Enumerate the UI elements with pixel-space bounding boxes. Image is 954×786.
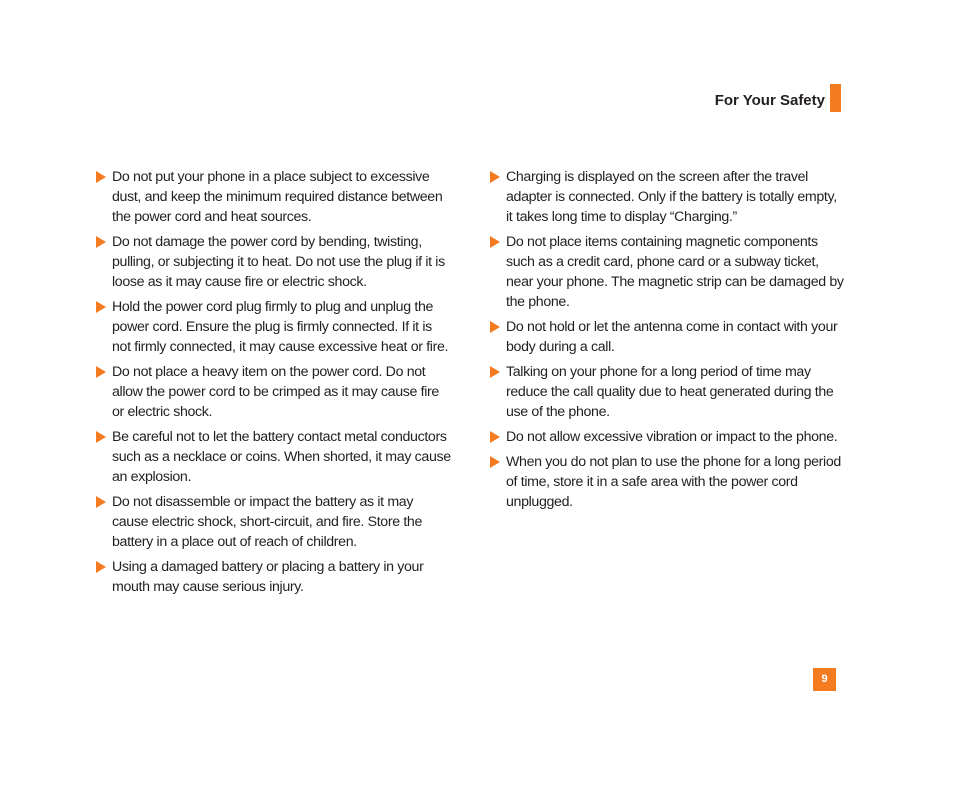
triangle-bullet-icon [96, 431, 106, 443]
list-item-text: Talking on your phone for a long period of time may reduce the call quality due to heat generated during the use of the phone. [506, 364, 834, 420]
list-item-text: Using a damaged battery or placing a battery in your mouth may cause serious injury. [112, 559, 424, 595]
list-item [490, 317, 845, 357]
list-item-text: Do not allow excessive vibration or impact to the phone. [506, 429, 838, 445]
list-item [96, 362, 451, 422]
list-item [490, 362, 845, 422]
triangle-bullet-icon [490, 456, 500, 468]
list-item [490, 427, 845, 447]
triangle-bullet-icon [96, 236, 106, 248]
list-item [96, 427, 451, 487]
section-tab-marker [830, 84, 841, 112]
list-item [96, 297, 451, 357]
page-number-badge: 9 [813, 668, 836, 691]
list-item [96, 167, 451, 227]
list-item-text: Do not damage the power cord by bending, twisting, pulling, or subjecting it to heat. Do not use the plug if it is loose as it may cause fire or electric shock. [112, 234, 445, 290]
right-column-list [490, 167, 845, 517]
triangle-bullet-icon [96, 171, 106, 183]
triangle-bullet-icon [96, 561, 106, 573]
list-item-text: Hold the power cord plug firmly to plug and unplug the power cord. Ensure the plug is firmly connected. If it is not firmly connected, it may cause excessive heat or fire. [112, 299, 449, 355]
list-item-text: Be careful not to let the battery contact metal conductors such as a necklace or coins. When shorted, it may cause an explosion. [112, 429, 451, 485]
list-item-text: Do not hold or let the antenna come in contact with your body during a call. [506, 319, 838, 355]
list-item-text: When you do not plan to use the phone for a long period of time, store it in a safe area with the power cord unplugged. [506, 454, 841, 510]
list-item-text: Do not place items containing magnetic components such as a credit card, phone card or a subway ticket, near your phone. The magnetic strip can be damaged by the phone. [506, 234, 844, 310]
list-item [490, 452, 845, 512]
list-item [96, 557, 451, 597]
list-item-text: Do not place a heavy item on the power cord. Do not allow the power cord to be crimped as it may cause fire or electric shock. [112, 364, 439, 420]
list-item-text: Charging is displayed on the screen after the travel adapter is connected. Only if the battery is totally empty, it takes long time to display “Charging.” [506, 169, 837, 225]
list-item [96, 232, 451, 292]
triangle-bullet-icon [490, 431, 500, 443]
list-item [96, 492, 451, 552]
list-item-text: Do not put your phone in a place subject to excessive dust, and keep the minimum required distance between the power cord and heat sources. [112, 169, 443, 225]
page-title: For Your Safety [714, 92, 825, 109]
triangle-bullet-icon [490, 321, 500, 333]
triangle-bullet-icon [96, 496, 106, 508]
triangle-bullet-icon [96, 366, 106, 378]
list-item [490, 167, 845, 227]
left-column-list [96, 167, 451, 602]
triangle-bullet-icon [490, 366, 500, 378]
list-item [490, 232, 845, 312]
list-item-text: Do not disassemble or impact the battery as it may cause electric shock, short-circuit, and fire. Store the battery in a place out of reach of children. [112, 494, 423, 550]
triangle-bullet-icon [96, 301, 106, 313]
triangle-bullet-icon [490, 236, 500, 248]
triangle-bullet-icon [490, 171, 500, 183]
